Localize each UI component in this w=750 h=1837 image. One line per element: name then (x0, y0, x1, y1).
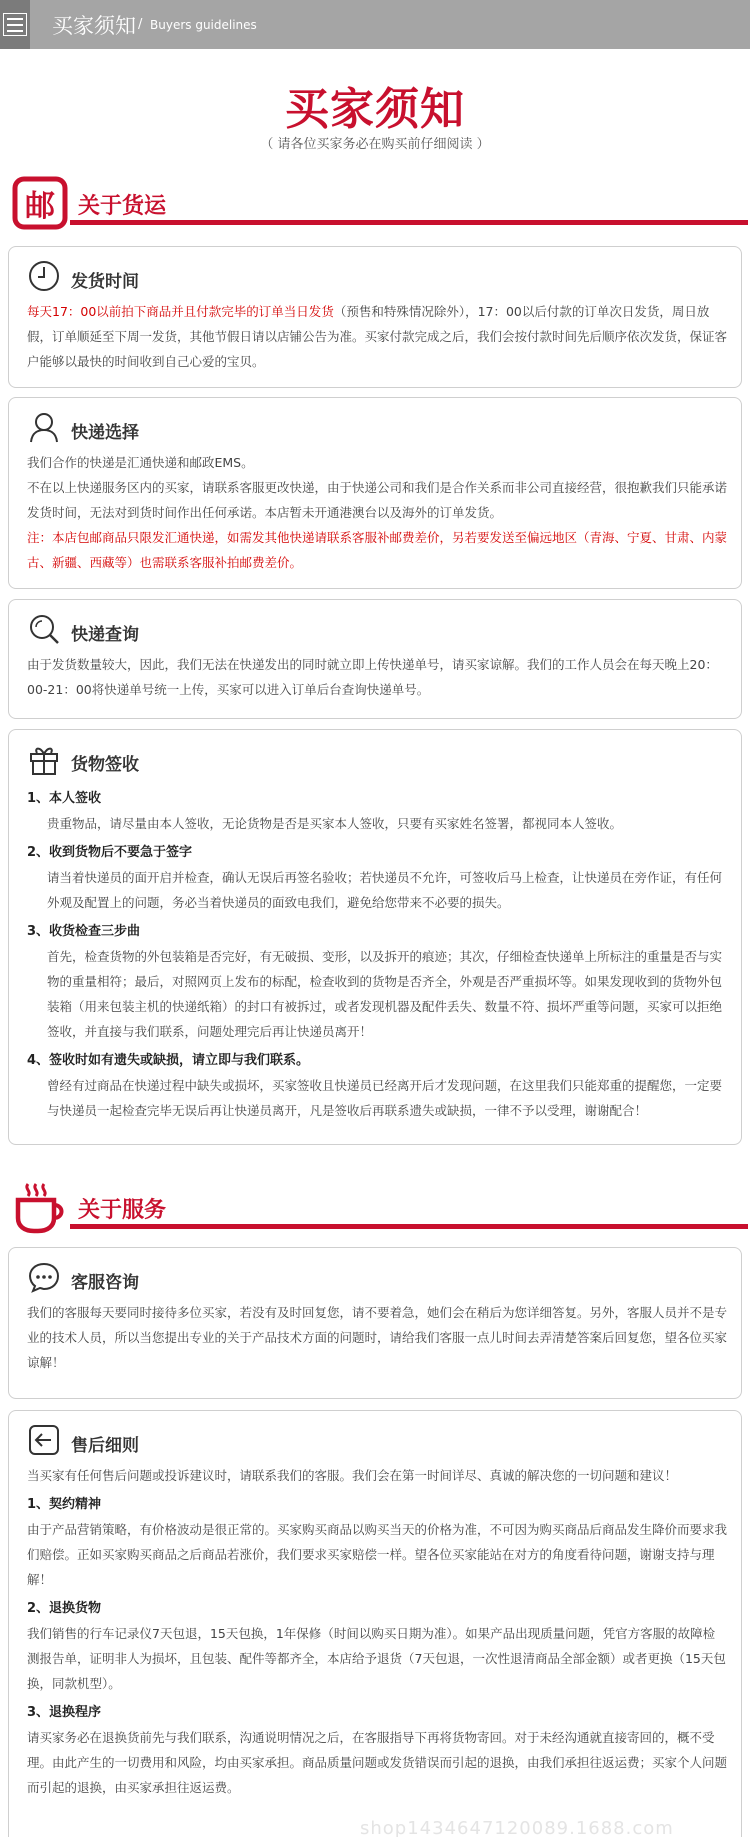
svg-text:邮: 邮 (25, 189, 55, 224)
ship-time-text: （预售和特殊情况除外），17：00以后付款的订单次日发货，周日放假，订单顺延至下周一发货，其他节假日请以店铺公告为准。买家付款完成之后，我们会按付款时间先后顺序依次发货，保证客户能够以最快的时间收到自己心爱的宝贝。 (27, 304, 728, 369)
express-query-text: 由于发货数量较大，因此，我们无法在快递发出的同时就立即上传快递单号，请买家谅解。我们的工作人员会在每天晚上20：00-21：00将快递单号统一上传，买家可以进入订单后台查询快递单号。 (27, 657, 718, 697)
watermark: shop1434647120089.1688.com (360, 1818, 674, 1837)
receipt-item-text: 曾经有过商品在快递过程中缺失或损坏，买家签收且快递员已经离开后才发现问题，在这里我们只能郑重的提醒您，一定要与快递员一起检查完毕无误后再让快递员离开，凡是签收后再联系遗失或缺损，一律不予以受理，谢谢配合！ (47, 1078, 723, 1118)
section-divider (70, 220, 748, 225)
receipt-item-text: 请当着快递员的面开启并检查，确认无误后再签名验收；若快递员不允许，可签收后马上检查，让快递员在旁作证，有任何外观及配置上的问题，务必当着快递员的面致电我们，避免给您带来不必要的损失。 (47, 870, 723, 910)
page-title: 买家须知 (285, 84, 465, 135)
card-title: 货物签收 (71, 755, 139, 775)
section-shipping-header (8, 176, 748, 232)
after-sale-intro: 当买家有任何售后问题或投诉建议时，请联系我们的客服。我们会在第一时间详尽、真诚的解决您的一切问题和建议！ (27, 1468, 678, 1483)
receipt-item-text: 首先，检查货物的外包装箱是否完好，有无破损、变形，以及拆开的痕迹；其次，仔细检查快递单上所标注的重量是否与实物的重量相符；最后，对照网页上发布的标配，检查收到的货物是否齐全，外观是否严重损坏等。如果发现收到的货物外包装箱（用来包装主机的快递纸箱）的封口有被拆过，或者发现机器及配件丢失、数量不符、损坏严重等问题，买家可以拒绝签收，并直接与我们联系，问题处理完后再让快递员离开！ (47, 949, 723, 1039)
express-note: 注：本店包邮商品只限发汇通快递，如需发其他快递请联系客服补邮费差价，另若要发送至偏远地区（青海、宁夏、甘肃、内蒙古、新疆、西藏等）也需联系客服补拍邮费差价。 (27, 530, 728, 570)
receipt-item-head: 3、收货检查三步曲 (27, 924, 141, 939)
menu-icon-line (7, 18, 23, 20)
after-sale-item-text: 由于产品营销策略，有价格波动是很正常的。买家购买商品以购买当天的价格为准，不可因为购买商品后商品发生降价而要求我们赔偿。正如买家购买商品之后商品若涨价，我们要求买家赔偿一样。望各位买家能站在对方的角度看待问题，谢谢支持与理解！ (27, 1522, 728, 1587)
express-policy: 不在以上快递服务区内的买家，请联系客服更改快递，由于快递公司和我们是合作关系而非公司直接经营，很抱歉我们只能承诺发货时间，无法对到货时间作出任何承诺。本店暂未开通港澳台以及海外的订单发货。 (27, 480, 728, 520)
after-sale-item-head: 3、退换程序 (27, 1705, 102, 1720)
after-sale-item-head: 2、退换货物 (27, 1601, 102, 1616)
chat-bubble-icon (27, 1260, 61, 1294)
express-partners: 我们合作的快递是汇通快递和邮政EMS。 (27, 455, 254, 470)
person-icon (27, 410, 61, 444)
after-sale-item-text: 请买家务必在退换货前先与我们联系，沟通说明情况之后，在客服指导下再将货物寄回。对于未经沟通就直接寄回的，概不受理。由此产生的一切费用和风险，均由买家承担。商品质量问题或发货错误而引起的退换，由我们承担往返运费；买家个人问题而引起的退换，由买家承担往返运费。 (27, 1730, 728, 1795)
menu-icon-line (7, 30, 23, 32)
section-title: 关于货运 (78, 194, 167, 219)
receipt-item-head: 1、本人签收 (27, 791, 102, 806)
consult-text: 我们的客服每天要同时接待多位买家，若没有及时回复您，请不要着急，她们会在稍后为您详细答复。另外，客服人员并不是专业的技术人员，所以当您提出专业的关于产品技术方面的问题时，请给我们客服一点儿时间去弄清楚答案后回复您，望各位买家谅解！ (27, 1305, 728, 1370)
card-title: 快递查询 (71, 625, 139, 645)
header-title: 买家须知 (52, 14, 136, 38)
mail-stamp-icon (12, 176, 68, 230)
card-title: 售后细则 (71, 1436, 139, 1456)
header-subtitle: Buyers guidelines (150, 18, 257, 32)
receipt-item-head: 2、收到货物后不要急于签字 (27, 845, 193, 860)
header-separator: / (138, 17, 143, 32)
ship-time-highlight: 每天17：00以前拍下商品并且付款完毕的订单当日发货 (27, 304, 334, 319)
receipt-item-head: 4、签收时如有遗失或缺损，请立即与我们联系。 (27, 1053, 310, 1068)
section-service-header (8, 1180, 748, 1236)
clock-icon (27, 259, 61, 293)
menu-icon-line (7, 24, 23, 26)
section-divider (70, 1224, 748, 1229)
card-express-choice (8, 397, 742, 589)
card-express-query (8, 599, 742, 719)
coffee-cup-icon (12, 1180, 68, 1234)
return-arrow-icon (27, 1423, 61, 1457)
card-after-sale (8, 1410, 742, 1837)
section-title: 关于服务 (78, 1198, 167, 1223)
card-title: 客服咨询 (71, 1273, 139, 1293)
receipt-item-text: 贵重物品，请尽量由本人签收，无论货物是否是买家本人签收，只要有买家姓名签署，都视同本人签收。 (47, 816, 623, 831)
gift-icon (27, 742, 61, 776)
search-icon (27, 612, 61, 646)
card-receipt (8, 729, 742, 1145)
header-bar (0, 0, 750, 49)
card-title: 发货时间 (71, 272, 139, 292)
card-title: 快递选择 (71, 423, 139, 443)
after-sale-item-text: 我们销售的行车记录仪7天包退，15天包换，1年保修（时间以购买日期为准）。如果产品出现质量问题，凭官方客服的故障检测报告单，证明非人为损坏，且包装、配件等都齐全，本店给予退货（7天包退，一次性退清商品全部金额）或者更换（15天包换，同款机型）。 (27, 1626, 726, 1691)
card-ship-time (8, 246, 742, 388)
menu-button[interactable] (0, 0, 30, 49)
card-consult (8, 1247, 742, 1399)
after-sale-item-head: 1、契约精神 (27, 1497, 102, 1512)
page-note: （ 请各位买家务必在购买前仔细阅读 ） (260, 137, 490, 152)
